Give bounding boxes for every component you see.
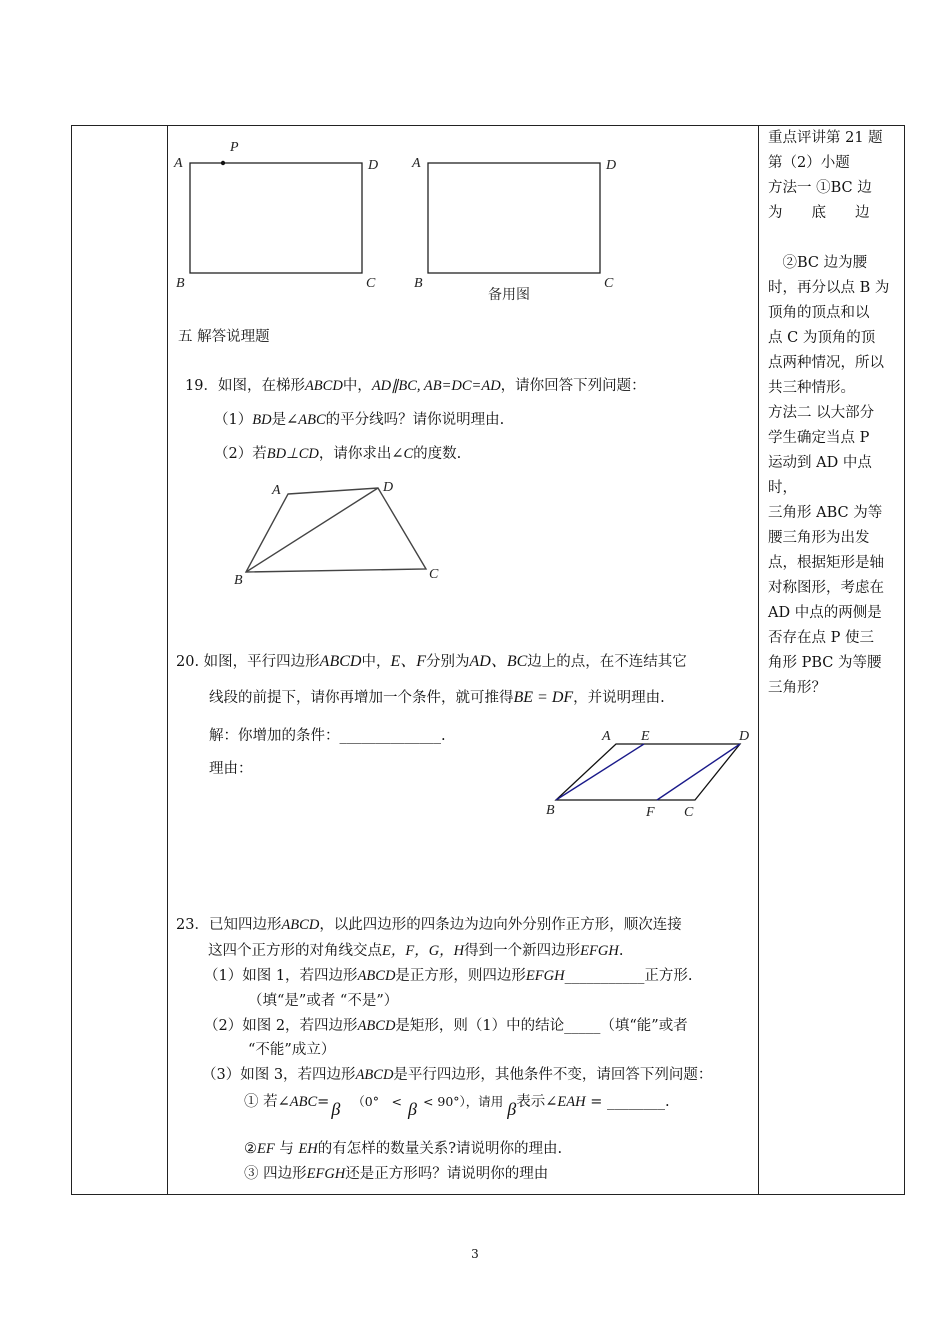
label-c: C [684,805,694,820]
text: 中， [342,378,372,394]
q23-part2-note: “不能”成立） [248,1042,336,1058]
label-c: C [429,567,439,582]
note-line: 第（2）小题 [768,155,850,171]
text: ，请你回答下列问题： [500,378,646,394]
teaching-notes [768,126,900,701]
text: （2）如图 2，若四边形 [204,1018,358,1034]
rectangle-figure-right [408,135,628,310]
trapezoid-figure [228,474,458,592]
beta-symbol: β [331,1099,341,1119]
text: ABCD [281,917,320,933]
note-line: 时，再分以点 B 为 [768,280,890,296]
text: 是矩形，则（1）中的结论_____（填“能”或者 [395,1018,688,1034]
text: （2）若 [214,446,267,462]
column-divider-2 [758,126,759,1194]
text: EFGH [306,1166,346,1182]
q20-line2 [209,688,665,708]
q23-line2 [208,941,623,961]
label-a: A [412,156,421,171]
text: ③ 四边形 [244,1166,307,1182]
label-b: B [176,276,185,291]
q23-sub3 [244,1164,548,1184]
q23-line1 [176,915,682,935]
label-c: C [604,276,614,291]
text: 是正方形，则四边形 [395,968,526,984]
text: （1）如图 1，若四边形 [204,968,358,984]
note-line: 顶角的顶点和以 [768,305,870,321]
note-line: 点，根据矩形是轴 [768,555,884,571]
label-c: C [366,276,376,291]
text: ，并说明理由. [573,690,665,706]
section-title: 五 解答说理题 [178,329,270,345]
note-line: 否存在点 P 使三 [768,630,874,646]
note-line: 点两种情况，所以 [768,355,884,371]
text: 这四个正方形的对角线交点 [208,943,382,959]
note-line: AD 中点的两侧是 [768,605,882,621]
parallelogram-figure [540,726,755,822]
label-a: A [602,729,611,744]
q20-answer: 解：你增加的条件：______________. [209,728,446,744]
text: ABC [298,412,326,428]
q20-line1 [176,652,687,672]
text: C [403,446,414,462]
note-line: 三角形 ABC 为等 [768,505,883,521]
text: ABCD [304,378,343,394]
note-line: 对称图形，考虑在 [768,580,884,596]
q20-reason: 理由： [209,761,253,777]
text: EFGH [580,943,619,959]
label-b: B [546,803,555,818]
label-d: D [606,158,617,173]
text: ABCD [319,653,362,670]
text: E，F，G，H [382,943,465,959]
text: （3）如图 3，若四边形 [202,1067,356,1083]
text: （0° < [352,1094,402,1109]
beta-symbol: β [507,1099,517,1119]
backup-figure-caption: 备用图 [488,287,530,303]
text: EFGH [525,968,565,984]
text: 19．如图，在梯形 [185,378,305,394]
text: 还是正方形吗？请说明你的理由 [345,1166,549,1182]
q19-part1 [214,410,504,430]
text: AD∥BC, AB=DC=AD [371,378,501,394]
q23-part1-note: （填“是”或者 “不是”） [248,993,399,1009]
label-a: A [272,483,281,498]
q23-part3 [202,1065,712,1085]
text: < 90°），请用 [422,1094,504,1109]
note-line: 学生确定当点 P [768,430,870,446]
q19-part2 [214,444,461,464]
q19-stem [185,376,646,396]
q23-sub1 [244,1090,670,1119]
text: AD、BC [469,653,528,670]
label-d: D [739,729,750,744]
note-line: 为 底 边 [768,205,870,221]
text: ，请你求出∠ [318,446,404,462]
label-d: D [368,158,379,173]
label-f: F [646,805,655,820]
text: 线段的前提下，请你再增加一个条件，就可推得 [209,690,514,706]
label-p: P [230,140,239,155]
text: 是∠ [271,412,299,428]
label-b: B [234,573,243,588]
label-e: E [641,729,650,744]
text: 的度数. [413,446,462,462]
text: ① 若∠ [244,1094,290,1110]
text: EAH [557,1094,586,1110]
note-line: 共三种情形。 [768,380,855,396]
text: 的平分线吗？请你说明理由. [325,412,505,428]
note-line: 方法一 ①BC 边 [768,180,872,196]
note-line: 时， [768,480,797,496]
text: EF [257,1141,275,1157]
text: ，以此四边形的四条边为边向外分别作正方形，顺次连接 [319,917,682,933]
q23-part1 [204,966,692,986]
text: ABCD [357,968,396,984]
text: = [317,1094,330,1110]
note-line: 点 C 为顶角的顶 [768,330,876,346]
rectangle-figure-left [170,135,390,295]
note-line: 运动到 AD 中点 [768,455,872,471]
text: 中， [361,654,391,670]
text: BD [252,412,272,428]
text: ABC [289,1094,318,1110]
text: ② [244,1141,257,1157]
q23-part2 [204,1016,688,1036]
column-divider-1 [167,126,168,1194]
q23-sub2 [244,1139,562,1159]
text: E、F [390,653,427,670]
note-line: 角形 PBC 为等腰 [768,655,882,671]
text: 表示∠ [516,1094,558,1110]
text: 的有怎样的数量关系?请说明你的理由. [317,1141,563,1157]
text: ___________正方形. [564,968,693,984]
text: ABCD [355,1067,394,1083]
text: 与 [274,1141,299,1157]
text: = ________. [585,1094,670,1110]
beta-symbol: β [407,1099,417,1119]
text: ABCD [357,1018,396,1034]
text: . [618,943,624,959]
text: 23．已知四边形 [176,917,282,933]
text: EH [298,1141,318,1157]
note-line: 重点评讲第 21 题 [768,130,883,146]
note-line: ②BC 边为腰 [768,255,868,271]
text: 20. 如图，平行四边形 [176,654,320,670]
text: BE = DF [513,689,574,706]
page-number: 3 [471,1247,479,1261]
note-line: 三角形？ [768,680,826,696]
note-line: 腰三角形为出发 [768,530,870,546]
text: 得到一个新四边形 [464,943,581,959]
note-line: 方法二 以大部分 [768,405,875,421]
label-d: D [383,480,394,495]
text: 是平行四边形，其他条件不变，请回答下列问题： [393,1067,713,1083]
text: 分别为 [426,654,470,670]
text: BD⊥CD [266,446,319,462]
label-b: B [414,276,423,291]
note-line [768,226,900,251]
text: 边上的点，在不连结其它 [527,654,687,670]
label-a: A [174,156,183,171]
text: （1） [214,412,253,428]
